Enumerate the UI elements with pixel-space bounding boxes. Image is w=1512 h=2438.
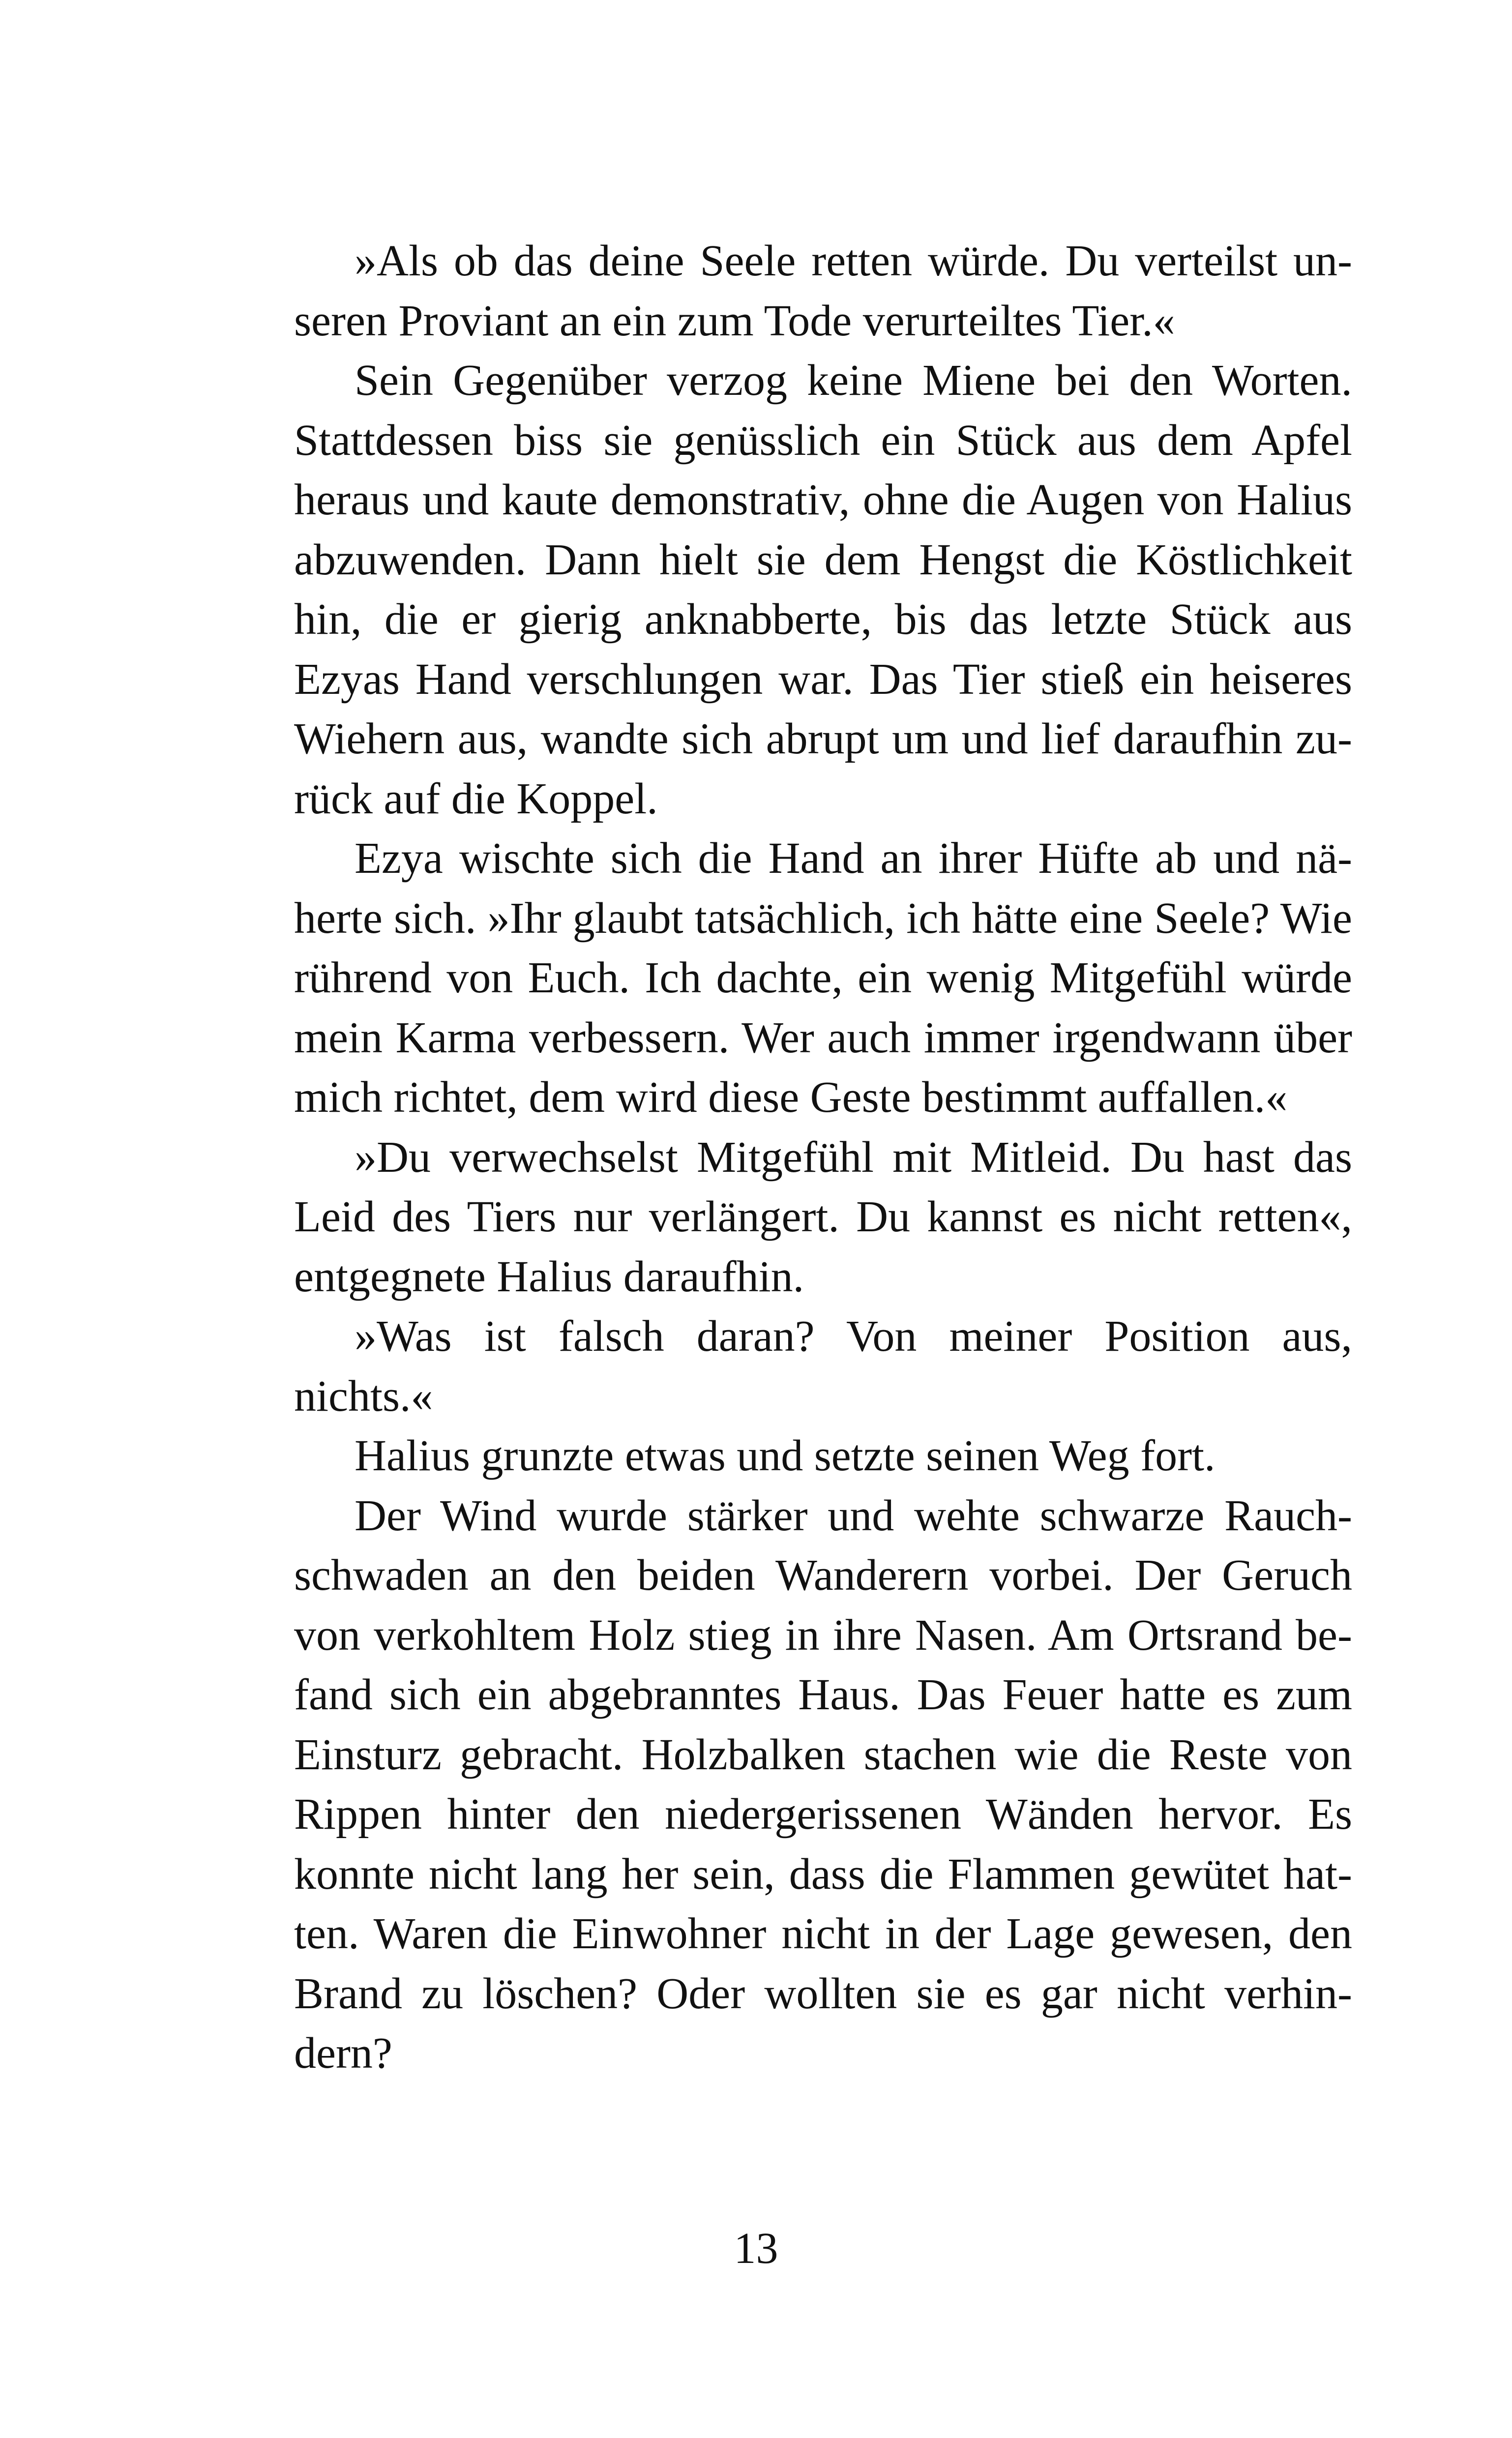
body-text [294,231,1352,2083]
paragraph-1: »Als ob das deine Seele retten würde. Du verteilst unseren Proviant an ein zum Tode verurteiltes Tier.« [294,237,1352,345]
paragraph-5: »Was ist falsch daran? Von meiner Position aus, nichts.« [294,1312,1352,1421]
paragraph-7: Der Wind wurde stärker und wehte schwarze Rauchschwaden an den beiden Wanderern vorbei. Der Geruch von verkohltem Holz stieg in ihre Nasen. Am Ortsrand befand sich ein abgebranntes Haus. Das Feuer hatte es zum Einsturz gebracht. Holzbalken stachen wie die Reste von Rippen hinter den niedergerissenen Wänden hervor. Es konnte nicht lang her sein, dass die Flammen gewütet hatten. Waren die Einwohner nicht in der Lage gewesen, den Brand zu löschen? Oder wollten sie es gar nicht verhindern? [294,1491,1352,2078]
paragraph-3: Ezya wischte sich die Hand an ihrer Hüfte ab und näherte sich. »Ihr glaubt tatsächlich, ich hätte eine Seele? Wie rührend von Euch. Ich dachte, ein wenig Mitgefühl würde mein Karma verbessern. Wer auch immer irgendwann über mich richtet, dem wird diese Geste bestimmt auffallen.« [294,834,1352,1122]
page-number: 13 [734,2224,778,2273]
paragraph-2: Sein Gegenüber verzog keine Miene bei den Worten. Stattdessen biss sie genüsslich ein Stück aus dem Apfel heraus und kaute demonstrativ, ohne die Augen von Halius abzuwenden. Dann hielt sie dem Hengst die Köstlichkeit hin, die er gierig anknabberte, bis das letzte Stück aus Ezyas Hand verschlungen war. Das Tier stieß ein heiseres Wiehern aus, wandte sich abrupt um und lief daraufhin zurück auf die Koppel. [294,356,1352,823]
paragraph-4: »Du verwechselst Mitgefühl mit Mitleid. Du hast das Leid des Tiers nur verlängert. Du kannst es nicht retten«, entgegnete Halius daraufhin. [294,1132,1352,1301]
paragraph-6: Halius grunzte etwas und setzte seinen Weg fort. [355,1431,1216,1480]
